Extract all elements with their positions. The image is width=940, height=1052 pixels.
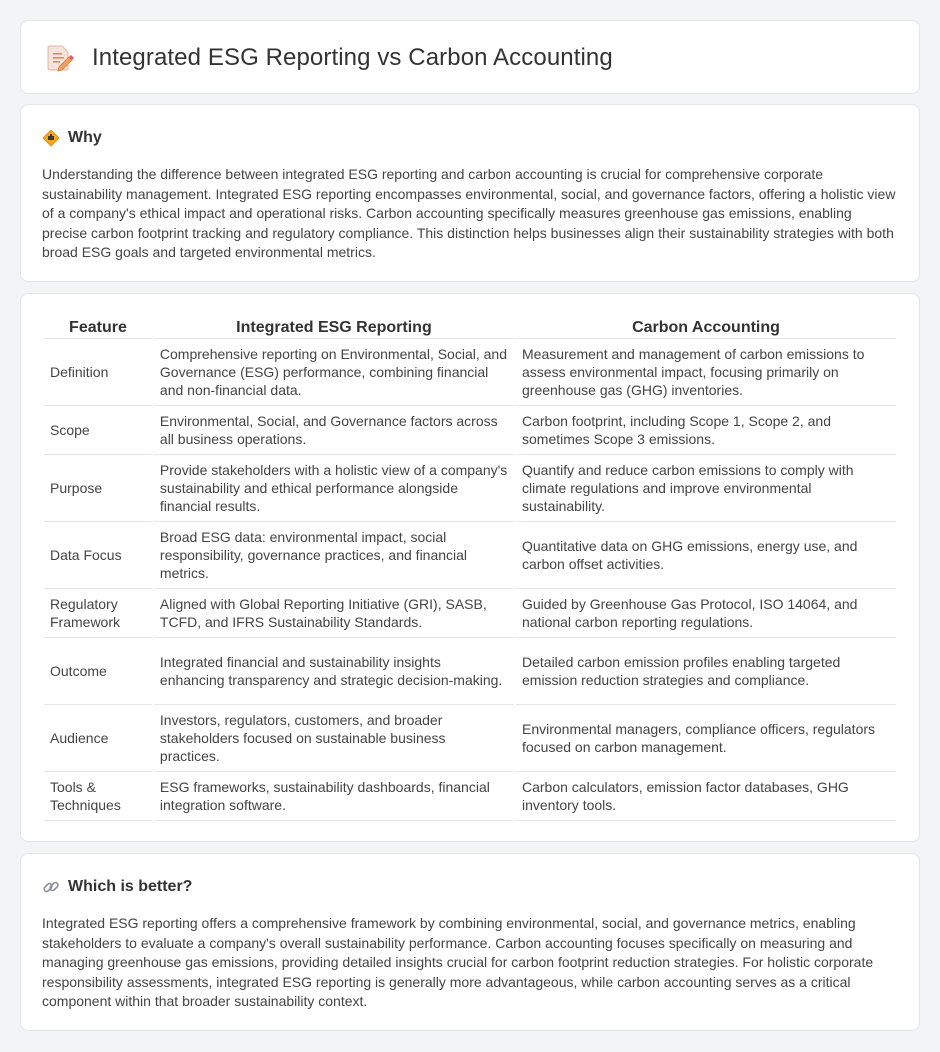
feature-cell: Scope (44, 406, 152, 455)
why-card (20, 104, 920, 282)
which-paragraph: Integrated ESG reporting offers a comprehensive framework by combining environmental, social, and governance metrics, enabling stakeholders to evaluate a company's overall sustainability performance. Carbon accounting focuses specifically on measuring and managing greenhouse gas emissions, providing detailed insights crucial for carbon footprint reduction strategies. For holistic corporate responsibility assessments, integrated ESG reporting is generally more advantageous, while carbon accounting serves as a critical component within that broader sustainability context. (42, 915, 874, 1009)
table-row (44, 406, 896, 455)
carbon-cell: Quantify and reduce carbon emissions to comply with climate regulations and improve environmental sustainability. (516, 455, 896, 522)
which-heading-text: Which is better? (68, 878, 193, 895)
carbon-cell: Environmental managers, compliance officers, regulators focused on carbon management. (516, 705, 896, 772)
esg-cell: Integrated financial and sustainability insights enhancing transparency and strategic decision-making. (154, 638, 514, 705)
page-title: Integrated ESG Reporting vs Carbon Accounting (92, 44, 613, 71)
table-row (44, 772, 896, 821)
comparison-table (42, 317, 898, 821)
table-row (44, 339, 896, 406)
carbon-cell: Carbon footprint, including Scope 1, Scope 2, and sometimes Scope 3 emissions. (516, 406, 896, 455)
feature-cell: Tools & Techniques (44, 772, 152, 821)
feature-cell: Outcome (44, 638, 152, 705)
esg-cell: Broad ESG data: environmental impact, social responsibility, governance practices, and financial metrics. (154, 522, 514, 589)
header-esg: Integrated ESG Reporting (154, 317, 514, 339)
which-card (20, 853, 920, 1031)
esg-cell: Investors, regulators, customers, and broader stakeholders focused on sustainable business practices. (154, 705, 514, 772)
link-icon (42, 878, 60, 896)
header-carbon: Carbon Accounting (516, 317, 896, 339)
header-card (20, 20, 920, 94)
comparison-card (20, 293, 920, 842)
feature-cell: Data Focus (44, 522, 152, 589)
carbon-cell: Detailed carbon emission profiles enabling targeted emission reduction strategies and compliance. (516, 638, 896, 705)
esg-cell: Environmental, Social, and Governance factors across all business operations. (154, 406, 514, 455)
feature-cell: Purpose (44, 455, 152, 522)
feature-cell: Regulatory Framework (44, 589, 152, 638)
why-heading (42, 129, 102, 147)
feature-cell: Audience (44, 705, 152, 772)
why-heading-text: Why (68, 129, 102, 146)
esg-cell: Comprehensive reporting on Environmental, Social, and Governance (ESG) performance, combining financial and non-financial data. (154, 339, 514, 406)
diamond-sign-icon (42, 129, 60, 147)
table-header-row (44, 317, 896, 339)
esg-cell: Provide stakeholders with a holistic view of a company's sustainability and ethical performance alongside financial results. (154, 455, 514, 522)
table-row (44, 705, 896, 772)
which-heading (42, 878, 192, 896)
esg-cell: ESG frameworks, sustainability dashboards, financial integration software. (154, 772, 514, 821)
carbon-cell: Guided by Greenhouse Gas Protocol, ISO 14064, and national carbon reporting regulations. (516, 589, 896, 638)
why-paragraph: Understanding the difference between integrated ESG reporting and carbon accounting is crucial for comprehensive corporate sustainability management. Integrated ESG reporting encompasses environmental, social, and governance factors, offering a holistic view of a company's ethical impact and operational risks. Carbon accounting specifically measures greenhouse gas emissions, enabling precise carbon footprint tracking and regulatory compliance. This distinction helps businesses align their sustainability strategies with both broad ESG goals and targeted environmental metrics. (42, 166, 896, 260)
table-row (44, 522, 896, 589)
feature-cell: Definition (44, 339, 152, 406)
table-row (44, 455, 896, 522)
document-pencil-icon (46, 43, 74, 73)
carbon-cell: Carbon calculators, emission factor databases, GHG inventory tools. (516, 772, 896, 821)
carbon-cell: Quantitative data on GHG emissions, energy use, and carbon offset activities. (516, 522, 896, 589)
table-row (44, 589, 896, 638)
header-feature: Feature (44, 317, 152, 339)
table-row (44, 638, 896, 705)
carbon-cell: Measurement and management of carbon emissions to assess environmental impact, focusing primarily on greenhouse gas (GHG) inventories. (516, 339, 896, 406)
esg-cell: Aligned with Global Reporting Initiative (GRI), SASB, TCFD, and IFRS Sustainability Standards. (154, 589, 514, 638)
